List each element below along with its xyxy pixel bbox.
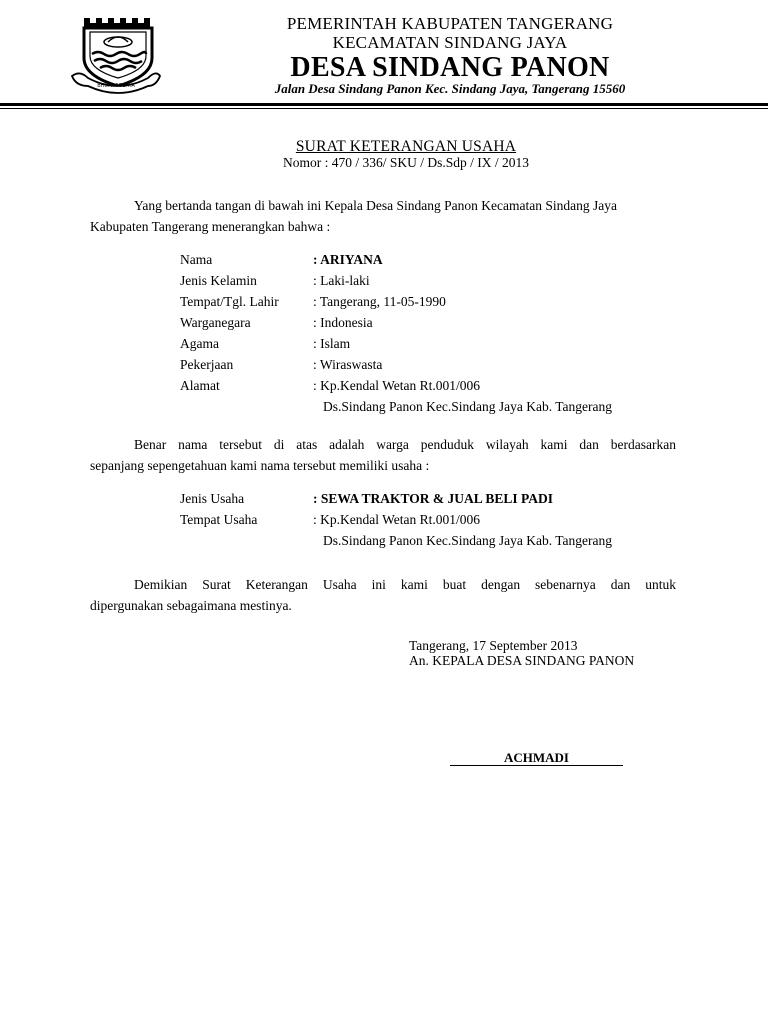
field-label-pekerjaan: Pekerjaan	[180, 357, 234, 372]
statement-paragraph	[90, 434, 676, 476]
letterhead-rule-thick	[0, 103, 768, 106]
letterhead-rule-thin	[0, 108, 768, 109]
svg-text:BHUMI POSAYA: BHUMI POSAYA	[97, 83, 135, 89]
signature-on-behalf: An. KEPALA DESA SINDANG PANON	[409, 653, 635, 668]
closing-line-1: Demikian Surat Keterangan Usaha ini kami buat dengan sebenarnya dan untuk	[134, 577, 676, 592]
field-label-tempat-tgl-lahir: Tempat/Tgl. Lahir	[180, 294, 279, 309]
opening-line-1: Yang bertanda tangan di bawah ini Kepala Desa Sindang Panon Kecamatan Sindang Jaya	[134, 198, 617, 213]
field-label-nama: Nama	[180, 252, 213, 267]
field-label-warganegara: Warganegara	[180, 315, 251, 330]
statement-line-1: Benar nama tersebut di atas adalah warga penduduk wilayah kami dan berdasarkan	[134, 437, 676, 452]
field-value-nama: : ARIYANA	[313, 252, 383, 267]
village-name: DESA SINDANG PANON	[290, 52, 610, 83]
closing-paragraph	[90, 574, 676, 616]
closing-line-2: dipergunakan sebagaimana mestinya.	[90, 598, 292, 613]
field-label-jenis-kelamin: Jenis Kelamin	[180, 273, 257, 288]
village-address: Jalan Desa Sindang Panon Kec. Sindang Jaya, Tangerang 15560	[274, 81, 626, 96]
field-label-agama: Agama	[180, 336, 219, 351]
regency-coat-of-arms-icon	[70, 14, 162, 96]
field-value-warganegara: : Indonesia	[313, 315, 373, 330]
field-value-jenis-usaha: : SEWA TRAKTOR & JUAL BELI PADI	[313, 491, 554, 506]
field-label-alamat: Alamat	[180, 378, 220, 393]
government-name: PEMERINTAH KABUPATEN TANGERANG	[286, 14, 614, 33]
field-value-tempat-tgl-lahir: : Tangerang, 11-05-1990	[313, 294, 446, 309]
field-label-jenis-usaha: Jenis Usaha	[180, 491, 245, 506]
opening-line-2: Kabupaten Tangerang menerangkan bahwa :	[90, 219, 331, 234]
field-value-tempat-usaha-cont: Ds.Sindang Panon Kec.Sindang Jaya Kab. Tangerang	[323, 533, 612, 548]
document-title: SURAT KETERANGAN USAHA	[295, 138, 517, 155]
field-value-agama: : Islam	[313, 336, 351, 351]
document-number: Nomor : 470 / 336/ SKU / Ds.Sdp / IX / 2013	[282, 155, 529, 170]
field-value-alamat: : Kp.Kendal Wetan Rt.001/006	[313, 378, 481, 393]
field-label-tempat-usaha: Tempat Usaha	[180, 512, 258, 527]
opening-paragraph	[90, 195, 676, 237]
district-name: KECAMATAN SINDANG JAYA	[332, 33, 568, 52]
signature-place-date: Tangerang, 17 September 2013	[409, 638, 578, 653]
field-value-alamat-cont: Ds.Sindang Panon Kec.Sindang Jaya Kab. Tangerang	[323, 399, 612, 414]
signer-name: ACHMADI	[450, 751, 623, 766]
field-value-pekerjaan: : Wiraswasta	[313, 357, 383, 372]
field-value-jenis-kelamin: : Laki-laki	[313, 273, 370, 288]
statement-line-2: sepanjang sepengetahuan kami nama tersebut memiliki usaha :	[90, 458, 430, 473]
field-value-tempat-usaha: : Kp.Kendal Wetan Rt.001/006	[313, 512, 481, 527]
